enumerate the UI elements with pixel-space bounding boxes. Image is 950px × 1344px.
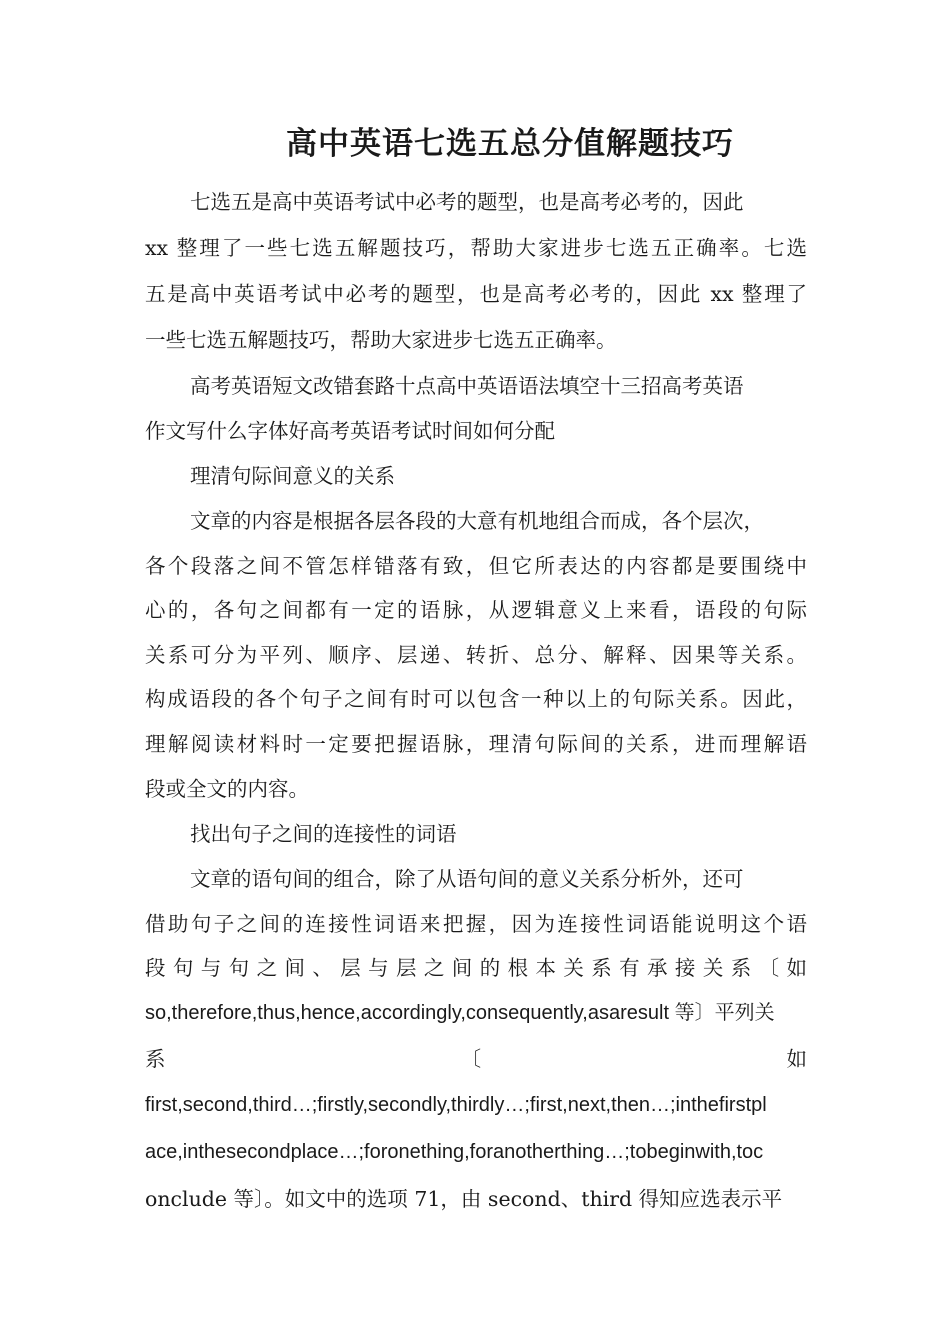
text-line: 五是高中英语考试中必考的题型，也是高考必考的，因此 xx 整理了 <box>145 282 807 306</box>
text-line: 段句与句之间、层与层之间的根本关系有承接关系〔如 <box>145 956 807 980</box>
text-line: onclude 等〕。如文中的选项 71，由 second、third 得知应选表示平 <box>145 1187 783 1211</box>
text-line: 作文写什么字体好高考英语考试时间如何分配 <box>145 419 555 443</box>
text-line: 系 〔 如 <box>145 1047 807 1071</box>
text-line: 段或全文的内容。 <box>145 777 309 801</box>
text-line: 心的，各句之间都有一定的语脉，从逻辑意义上来看，语段的句际 <box>145 598 807 622</box>
text-line: first,second,third…;firstly,secondly,thirdly…;first,next,then…;inthefirstpl <box>145 1094 767 1116</box>
text-line: 理解阅读材料时一定要把握语脉，理清句际间的关系，进而理解语 <box>145 732 807 756</box>
text-line: ace,inthesecondplace…;foronething,foranotherthing…;tobeginwith,toc <box>145 1141 764 1163</box>
text-line: 七选五是高中英语考试中必考的题型，也是高考必考的，因此 <box>190 190 744 214</box>
text-line: 各个段落之间不管怎样错落有致，但它所表达的内容都是要围绕中 <box>145 554 807 578</box>
text-line: 一些七选五解题技巧，帮助大家进步七选五正确率。 <box>145 328 617 352</box>
text-line: 文章的内容是根据各层各段的大意有机地组合而成，各个层次， <box>190 509 764 533</box>
text-line: 关系可分为平列、顺序、层递、转折、总分、解释、因果等关系。 <box>145 643 807 667</box>
text-line: so,therefore,thus,hence,accordingly,consequently,asaresult 等〕平列关 <box>145 1002 775 1024</box>
text-line: xx 整理了一些七选五解题技巧，帮助大家进步七选五正确率。七选 <box>145 236 807 260</box>
text-line: 构成语段的各个句子之间有时可以包含一种以上的句际关系。因此， <box>145 687 807 711</box>
section-heading: 理清句际间意义的关系 <box>190 464 395 488</box>
page-title: 高中英语七选五总分值解题技巧 <box>286 126 734 162</box>
text-line: 借助句子之间的连接性词语来把握，因为连接性词语能说明这个语 <box>145 912 807 936</box>
section-heading: 找出句子之间的连接性的词语 <box>190 822 457 846</box>
text-line: 文章的语句间的组合，除了从语句间的意义关系分析外，还可 <box>190 867 744 891</box>
text-line: 高考英语短文改错套路十点高中英语语法填空十三招高考英语 <box>190 374 744 398</box>
